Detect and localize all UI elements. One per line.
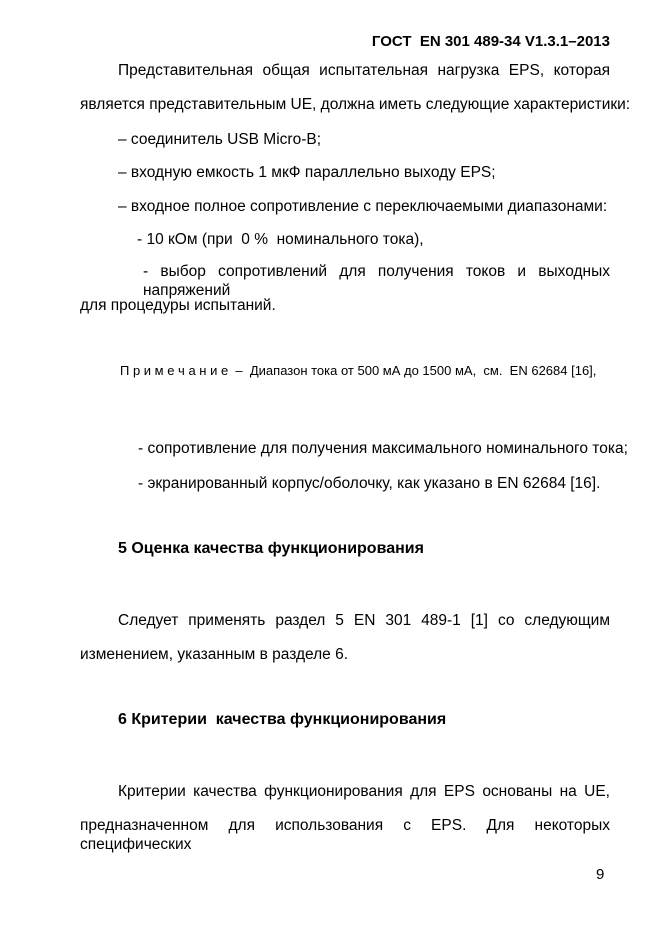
section-6-paragraph-line-2: предназначенном для использования с EPS. Для некоторых специфических xyxy=(80,817,610,853)
paragraph-intro-line-2: является представительным UE, должна иметь следующие характеристики: xyxy=(80,96,631,113)
section-5-paragraph-line-1: Следует применять раздел 5 EN 301 489-1 [1] со следующим xyxy=(118,612,610,629)
sub-list-item-shielded-enclosure: - экранированный корпус/оболочку, как указано в EN 62684 [16]. xyxy=(138,475,601,492)
sub-list-item-max-current: - сопротивление для получения максимального номинального тока; xyxy=(138,440,628,457)
page-number: 9 xyxy=(596,866,605,883)
section-5-paragraph-line-2: изменением, указанным в разделе 6. xyxy=(80,646,349,663)
sub-list-item-resistance-value: - 10 кОм (при 0 % номинального тока), xyxy=(137,231,424,248)
list-item-capacitance: – входную емкость 1 мкФ параллельно выходу EPS; xyxy=(118,164,496,181)
list-item-connector: – соединитель USB Micro-B; xyxy=(118,131,321,148)
sub-list-item-resistor-choice-line-1: - выбор сопротивлений для получения токов и выходных напряжений xyxy=(143,263,610,299)
note-current-range: П р и м е ч а н и е – Диапазон тока от 500 мА до 1500 мА, см. EN 62684 [16], xyxy=(120,363,597,378)
section-5-heading: 5 Оценка качества функционирования xyxy=(118,540,424,557)
document-header: ГОСТ EN 301 489-34 V1.3.1–2013 xyxy=(371,33,610,50)
list-item-impedance: – входное полное сопротивление с переключаемыми диапазонами: xyxy=(118,198,608,215)
paragraph-intro-line-1: Представительная общая испытательная нагрузка EPS, которая xyxy=(118,62,610,79)
section-6-paragraph-line-1: Критерии качества функционирования для EPS основаны на UE, xyxy=(118,783,610,800)
section-6-heading: 6 Критерии качества функционирования xyxy=(118,711,447,728)
sub-list-item-resistor-choice-line-2: для процедуры испытаний. xyxy=(80,297,276,314)
